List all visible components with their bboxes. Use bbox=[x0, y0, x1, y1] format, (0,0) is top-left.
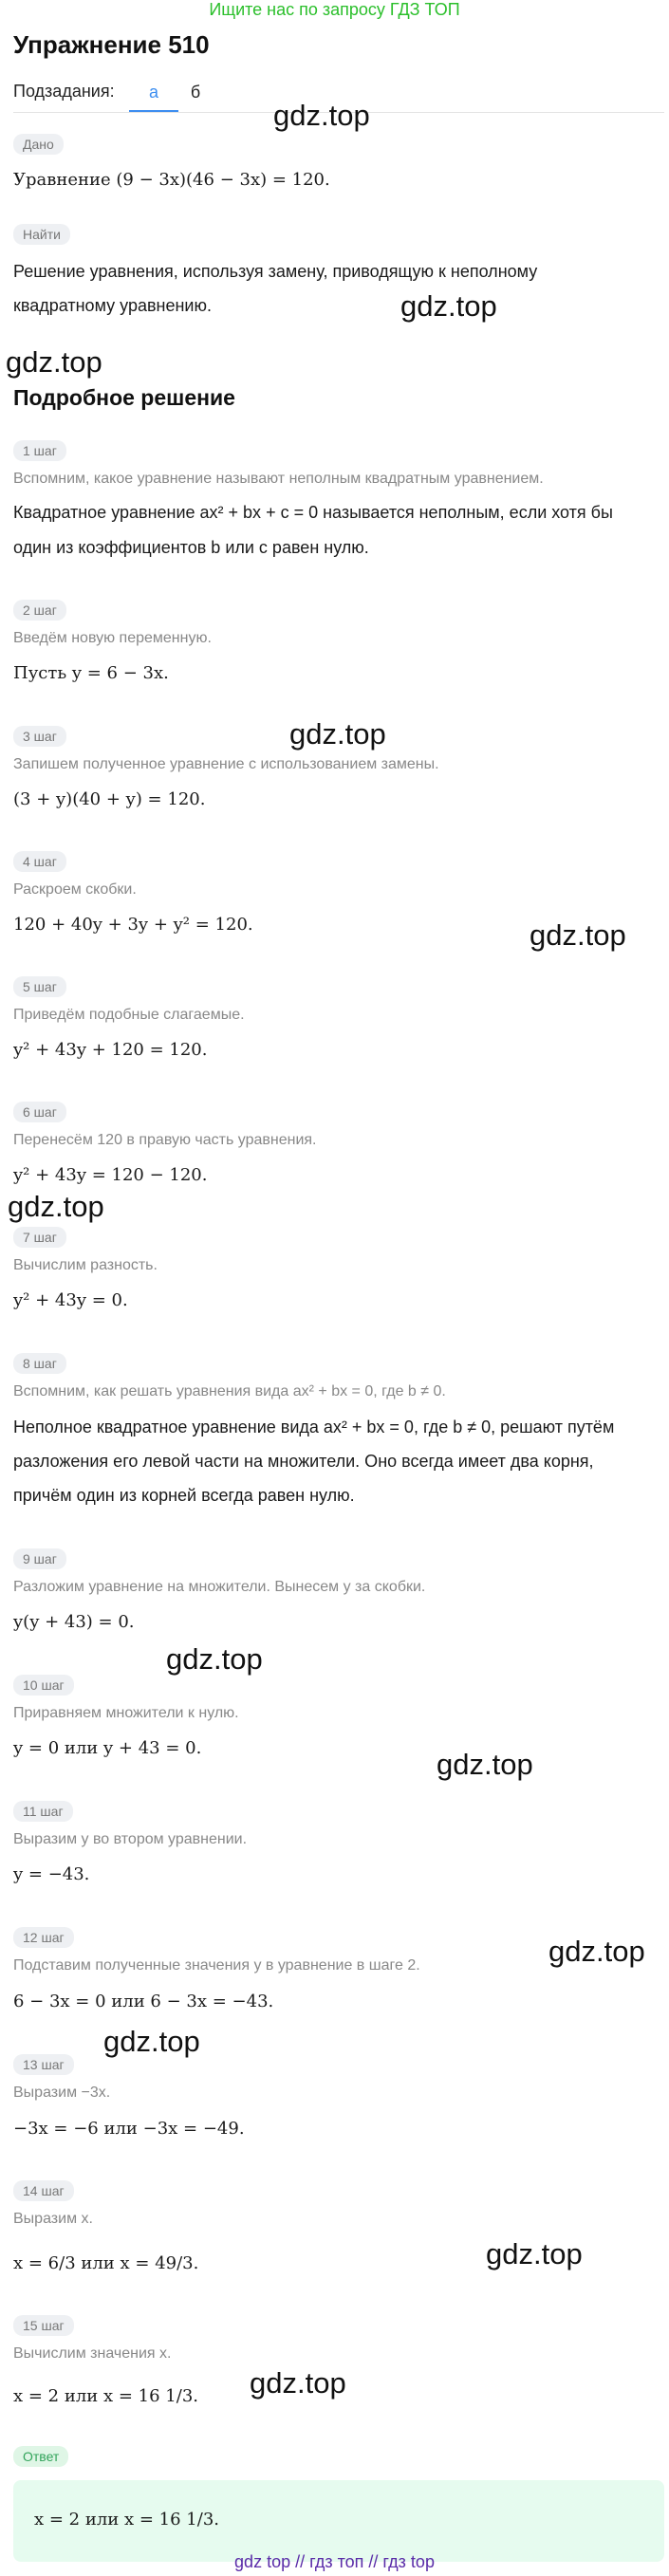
step-math: y(y + 43) = 0. bbox=[13, 1612, 135, 1632]
watermark: gdz.top bbox=[103, 2025, 200, 2058]
step-math: y = −43. bbox=[13, 1864, 90, 1884]
step-math: y = 0 или y + 43 = 0. bbox=[13, 1738, 202, 1758]
subtasks-label: Подзадания: bbox=[13, 82, 115, 101]
watermark: gdz.top bbox=[530, 918, 626, 952]
step-hint: Выразим −3x. bbox=[13, 2085, 111, 2101]
step-math: y² + 43y = 0. bbox=[13, 1290, 128, 1310]
step-math: y² + 43y = 120 − 120. bbox=[13, 1165, 208, 1185]
step-hint: Введём новую переменную. bbox=[13, 630, 212, 646]
step-math: 120 + 40y + 3y + y² = 120. bbox=[13, 915, 253, 935]
watermark: gdz.top bbox=[273, 99, 370, 132]
step-hint: Вычислим значения x. bbox=[13, 2345, 172, 2362]
step-badge: 1 шаг bbox=[13, 440, 66, 461]
step-math: x = 6/3 или x = 49/3. bbox=[13, 2253, 199, 2273]
step-hint: Перенесём 120 в правую часть уравнения. bbox=[13, 1132, 317, 1148]
find-line-2: квадратному уравнению. bbox=[13, 296, 212, 315]
step-hint: Вспомним, какое уравнение называют неполным квадратным уравнением. bbox=[13, 471, 544, 487]
step-hint: Разложим уравнение на множители. Вынесем y за скобки. bbox=[13, 1579, 426, 1595]
step-badge: 9 шаг bbox=[13, 1548, 66, 1569]
step-badge: 12 шаг bbox=[13, 1927, 74, 1948]
step-hint: Подставим полученные значения y в уравнение в шаге 2. bbox=[13, 1957, 420, 1974]
answer-badge: Ответ bbox=[13, 2446, 68, 2467]
step-hint: Вычислим разность. bbox=[13, 1257, 158, 1273]
solution-title: Подробное решение bbox=[13, 385, 235, 410]
step-hint: Раскроем скобки. bbox=[13, 881, 137, 898]
watermark: gdz.top bbox=[486, 2237, 583, 2270]
given-text: Уравнение (9 − 3x)(46 − 3x) = 120. bbox=[13, 170, 330, 190]
step-text: причём один из корней всегда равен нулю. bbox=[13, 1486, 355, 1505]
step-text: Неполное квадратное уравнение вида ax² + bx = 0, где b ≠ 0, решают путём bbox=[13, 1418, 615, 1436]
watermark: gdz.top bbox=[548, 1935, 645, 1968]
step-badge: 8 шаг bbox=[13, 1353, 66, 1374]
step-badge: 11 шаг bbox=[13, 1801, 73, 1822]
step-badge: 2 шаг bbox=[13, 600, 66, 621]
step-math: x = 2 или x = 16 1/3. bbox=[13, 2386, 198, 2406]
step-math: −3x = −6 или −3x = −49. bbox=[13, 2119, 245, 2139]
step-math: y² + 43y + 120 = 120. bbox=[13, 1040, 208, 1060]
page-title: Упражнение 510 bbox=[13, 30, 210, 59]
step-hint: Запишем полученное уравнение с использованием замены. bbox=[13, 756, 439, 772]
find-badge: Найти bbox=[13, 224, 70, 245]
top-banner: Ищите нас по запросу ГДЗ ТОП bbox=[209, 0, 460, 19]
step-text: один из коэффициентов b или c равен нулю. bbox=[13, 538, 369, 557]
step-hint: Приведём подобные слагаемые. bbox=[13, 1007, 245, 1023]
watermark: gdz.top bbox=[166, 1642, 263, 1676]
footer-links[interactable]: gdz top // гдз топ // гдз top bbox=[234, 2552, 435, 2571]
step-math: Пусть y = 6 − 3x. bbox=[13, 663, 169, 683]
step-math: 6 − 3x = 0 или 6 − 3x = −43. bbox=[13, 1992, 274, 2011]
watermark: gdz.top bbox=[250, 2366, 346, 2400]
watermark: gdz.top bbox=[400, 289, 497, 323]
step-badge: 10 шаг bbox=[13, 1675, 74, 1696]
step-badge: 7 шаг bbox=[13, 1227, 66, 1248]
answer-text: x = 2 или x = 16 1/3. bbox=[34, 2510, 219, 2530]
tab-subtask-b[interactable]: б bbox=[190, 83, 201, 102]
step-hint: Приравняем множители к нулю. bbox=[13, 1705, 239, 1721]
watermark: gdz.top bbox=[8, 1190, 104, 1223]
step-hint: Вспомним, как решать уравнения вида ax² + bx = 0, где b ≠ 0. bbox=[13, 1383, 446, 1399]
find-line-1: Решение уравнения, используя замену, приводящую к неполному bbox=[13, 262, 538, 281]
step-badge: 15 шаг bbox=[13, 2315, 74, 2336]
step-hint: Выразим x. bbox=[13, 2211, 93, 2227]
watermark: gdz.top bbox=[289, 717, 386, 751]
step-hint: Выразим y во втором уравнении. bbox=[13, 1831, 248, 1847]
watermark: gdz.top bbox=[6, 345, 102, 379]
given-badge: Дано bbox=[13, 134, 64, 155]
step-badge: 13 шаг bbox=[13, 2054, 74, 2075]
watermark: gdz.top bbox=[437, 1748, 533, 1781]
step-text: разложения его левой части на множители. Оно всегда имеет два корня, bbox=[13, 1452, 594, 1471]
step-badge: 3 шаг bbox=[13, 726, 66, 747]
step-badge: 14 шаг bbox=[13, 2180, 74, 2201]
step-math: (3 + y)(40 + y) = 120. bbox=[13, 789, 206, 809]
step-badge: 4 шаг bbox=[13, 851, 66, 872]
step-badge: 6 шаг bbox=[13, 1102, 66, 1122]
tab-subtask-a[interactable]: а bbox=[129, 74, 178, 112]
step-text: Квадратное уравнение ax² + bx + c = 0 называется неполным, если хотя бы bbox=[13, 503, 613, 522]
step-badge: 5 шаг bbox=[13, 976, 66, 997]
